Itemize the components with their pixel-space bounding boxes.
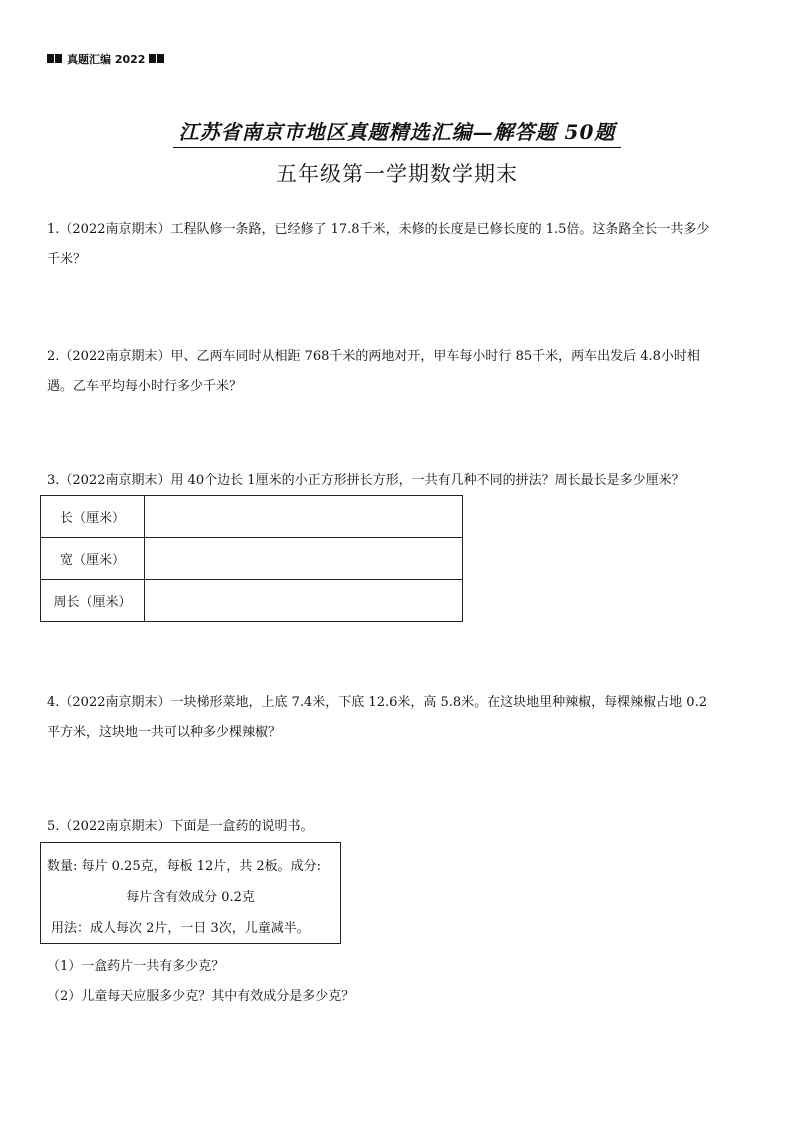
instructions-line-ingredient: 每片含有效成分 0.2克 bbox=[126, 890, 255, 905]
page-title bbox=[0, 116, 794, 148]
question-3-line-1: 3.（2022南京期末）用 40个边长 1厘米的小正方形拼长方形，一共有几种不同的拼法？周长最长是多少厘米？ bbox=[47, 473, 685, 488]
medicine-instructions-box bbox=[40, 842, 341, 944]
question-4-line-2: 平方米，这块地一共可以种多少棵辣椒？ bbox=[47, 725, 282, 740]
row-label-length: 长（厘米） bbox=[41, 496, 145, 538]
question-1 bbox=[47, 215, 747, 275]
answer-cell-perimeter[interactable] bbox=[145, 580, 463, 622]
row-label-perimeter: 周长（厘米） bbox=[41, 580, 145, 622]
answer-cell-length[interactable] bbox=[145, 496, 463, 538]
row-label-width: 宽（厘米） bbox=[41, 538, 145, 580]
question-1-line-2: 千米？ bbox=[47, 252, 87, 267]
question-5-sub-2: （2）儿童每天应服多少克？其中有效成分是多少克？ bbox=[47, 989, 355, 1004]
question-4 bbox=[47, 688, 747, 748]
page-subtitle: 五年级第一学期数学期末 bbox=[276, 162, 518, 186]
block-mark-left bbox=[47, 53, 63, 66]
question-4-line-1: 4.（2022南京期末）一块梯形菜地，上底 7.4米，下底 12.6米，高 5.8米。在这块地里种辣椒，每棵辣椒占地 0.2 bbox=[47, 695, 707, 710]
question-3 bbox=[47, 466, 747, 496]
question-2-line-1: 2.（2022南京期末）甲、乙两车同时从相距 768千米的两地对开，甲车每小时行 85千米，两车出发后 4.8小时相 bbox=[47, 349, 700, 364]
header-tag-text: 真题汇编 2022 bbox=[67, 53, 146, 66]
question-2 bbox=[47, 342, 747, 402]
question-2-line-2: 遇。乙车平均每小时行多少千米？ bbox=[47, 379, 243, 394]
answer-cell-width[interactable] bbox=[145, 538, 463, 580]
header-tag bbox=[47, 51, 165, 67]
table-row bbox=[41, 580, 463, 622]
instructions-line-quantity: 数量: 每片 0.25克，每板 12片，共 2板。成分: bbox=[47, 859, 322, 874]
question-1-line-1: 1.（2022南京期末）工程队修一条路，已经修了 17.8千米，未修的长度是已修长度的 1.5倍。这条路全长一共多少 bbox=[47, 222, 710, 237]
table-row bbox=[41, 496, 463, 538]
question-5-sub-1: （1）一盒药片一共有多少克？ bbox=[47, 959, 225, 974]
answer-table bbox=[40, 495, 463, 622]
instructions-line-usage: 用法：成人每次 2片，一日 3次，儿童减半。 bbox=[51, 921, 310, 936]
table-row bbox=[41, 538, 463, 580]
page-title-text: 江苏省南京市地区真题精选汇编—解答题 50题 bbox=[173, 116, 622, 148]
question-5 bbox=[47, 812, 747, 842]
question-5-line-1: 5.（2022南京期末）下面是一盒药的说明书。 bbox=[47, 819, 314, 834]
block-mark-right bbox=[149, 53, 165, 66]
